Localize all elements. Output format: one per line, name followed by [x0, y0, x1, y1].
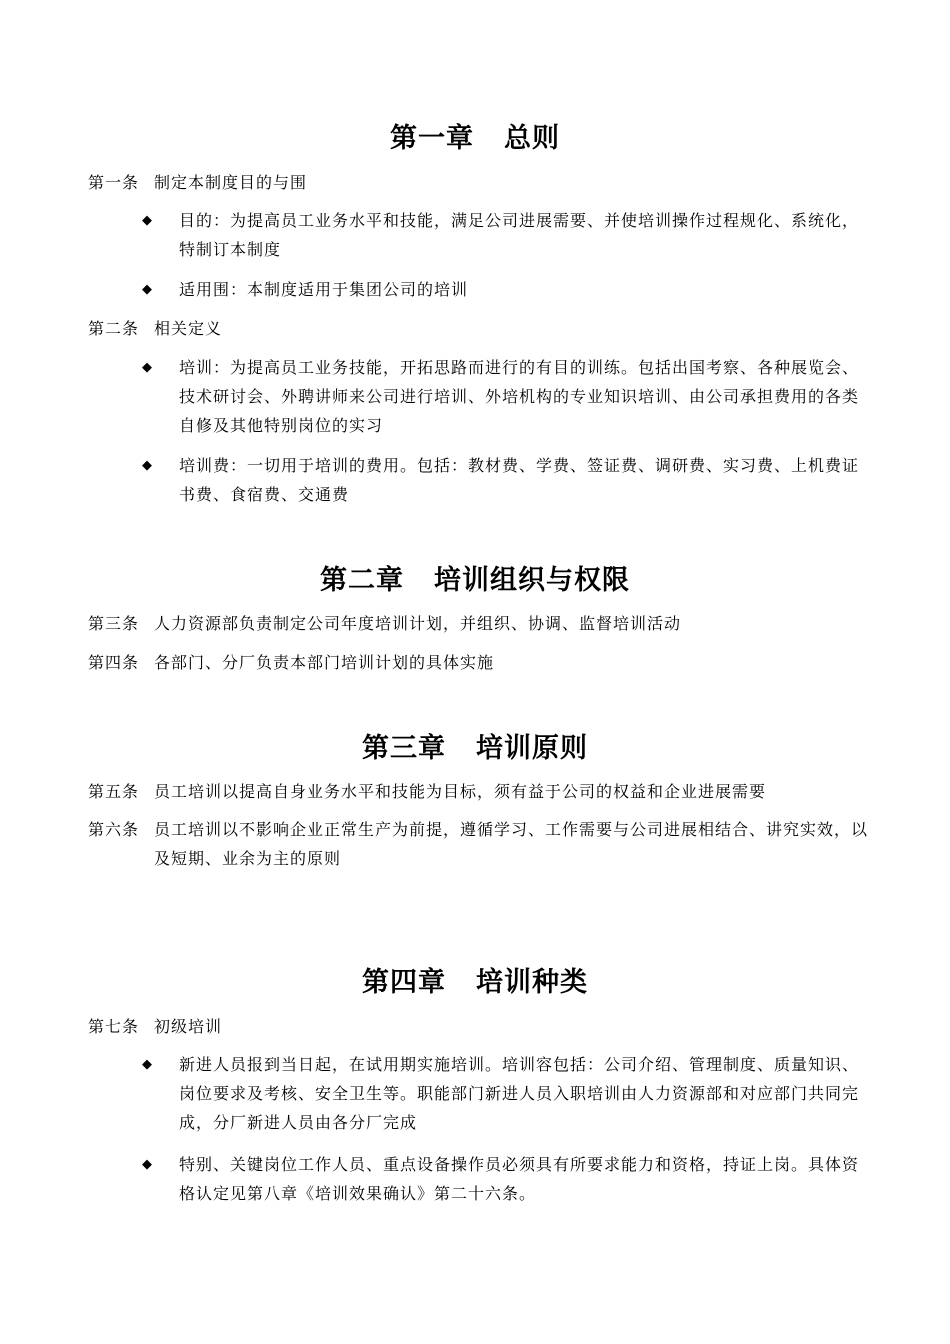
article-number: 第七条 — [88, 1017, 140, 1036]
chapter-number: 第三章 — [362, 733, 446, 764]
article-text: 相关定义 — [154, 319, 223, 338]
diamond-bullet-icon: ◆ — [142, 458, 152, 473]
article — [88, 609, 878, 638]
article — [88, 314, 878, 343]
bullet-text: 新进人员报到当日起，在试用期实施培训。培训容包括：公司介绍、管理制度、质量知识、岗位要求及考核、安全卫生等。职能部门新进人员入职培训由人力资源部和对应部门共同完成，分厂新进人员由各分厂完成 — [179, 1055, 860, 1132]
chapter-title: 培训原则 — [476, 733, 588, 764]
article-number: 第四条 — [88, 653, 140, 672]
bullet-text: 目的：为提高员工业务水平和技能，满足公司进展需要、并使培训操作过程规化、系统化，特制订本制度 — [179, 211, 860, 259]
bullet-text: 培训：为提高员工业务技能，开拓思路而进行的有目的训练。包括出国考察、各种展览会、技术研讨会、外聘讲师来公司进行培训、外培机构的专业知识培训、由公司承担费用的各类自修及其他特别岗位的实习 — [179, 358, 860, 435]
article-number: 第三条 — [88, 614, 140, 633]
article-text: 初级培训 — [154, 1017, 223, 1036]
bullet-text: 适用围：本制度适用于集团公司的培训 — [179, 280, 469, 299]
article-number: 第五条 — [88, 782, 140, 801]
chapter-heading — [0, 558, 950, 597]
diamond-bullet-icon: ◆ — [142, 282, 152, 297]
diamond-bullet-icon: ◆ — [142, 360, 152, 375]
chapter-number: 第四章 — [362, 967, 446, 998]
article-text: 人力资源部负责制定公司年度培训计划，并组织、协调、监督培训活动 — [154, 614, 682, 633]
article — [88, 815, 878, 868]
article — [88, 1012, 878, 1041]
article-text: 员工培训以不影响企业正常生产为前提，遵循学习、工作需要与公司进展相结合、讲究实效，以及短期、业余为主的原则 — [154, 820, 869, 868]
diamond-bullet-icon: ◆ — [142, 1057, 152, 1072]
article-number: 第一条 — [88, 173, 140, 192]
chapter-heading — [0, 726, 950, 765]
chapter-title: 总则 — [504, 123, 560, 154]
article — [88, 648, 878, 677]
article — [88, 168, 878, 197]
chapter-heading — [0, 960, 950, 999]
chapter-heading — [0, 116, 950, 155]
article-text: 制定本制度目的与围 — [154, 173, 308, 192]
diamond-bullet-icon: ◆ — [142, 1157, 152, 1172]
chapter-number: 第二章 — [320, 565, 404, 596]
article-text: 员工培训以提高自身业务水平和技能为目标，须有益于公司的权益和企业进展需要 — [154, 782, 767, 801]
article — [88, 777, 878, 806]
article-number: 第二条 — [88, 319, 140, 338]
chapter-title: 培训种类 — [476, 967, 588, 998]
chapter-number: 第一章 — [390, 123, 474, 154]
bullet-text: 特别、关键岗位工作人员、重点设备操作员必须具有所要求能力和资格，持证上岗。具体资格认定见第八章《培训效果确认》第二十六条。 — [179, 1155, 860, 1203]
article-number: 第六条 — [88, 820, 140, 839]
chapter-title: 培训组织与权限 — [434, 565, 630, 596]
bullet-text: 培训费：一切用于培训的费用。包括：教材费、学费、签证费、调研费、实习费、上机费证书费、食宿费、交通费 — [179, 456, 860, 504]
article-text: 各部门、分厂负责本部门培训计划的具体实施 — [154, 653, 495, 672]
diamond-bullet-icon: ◆ — [142, 213, 152, 228]
